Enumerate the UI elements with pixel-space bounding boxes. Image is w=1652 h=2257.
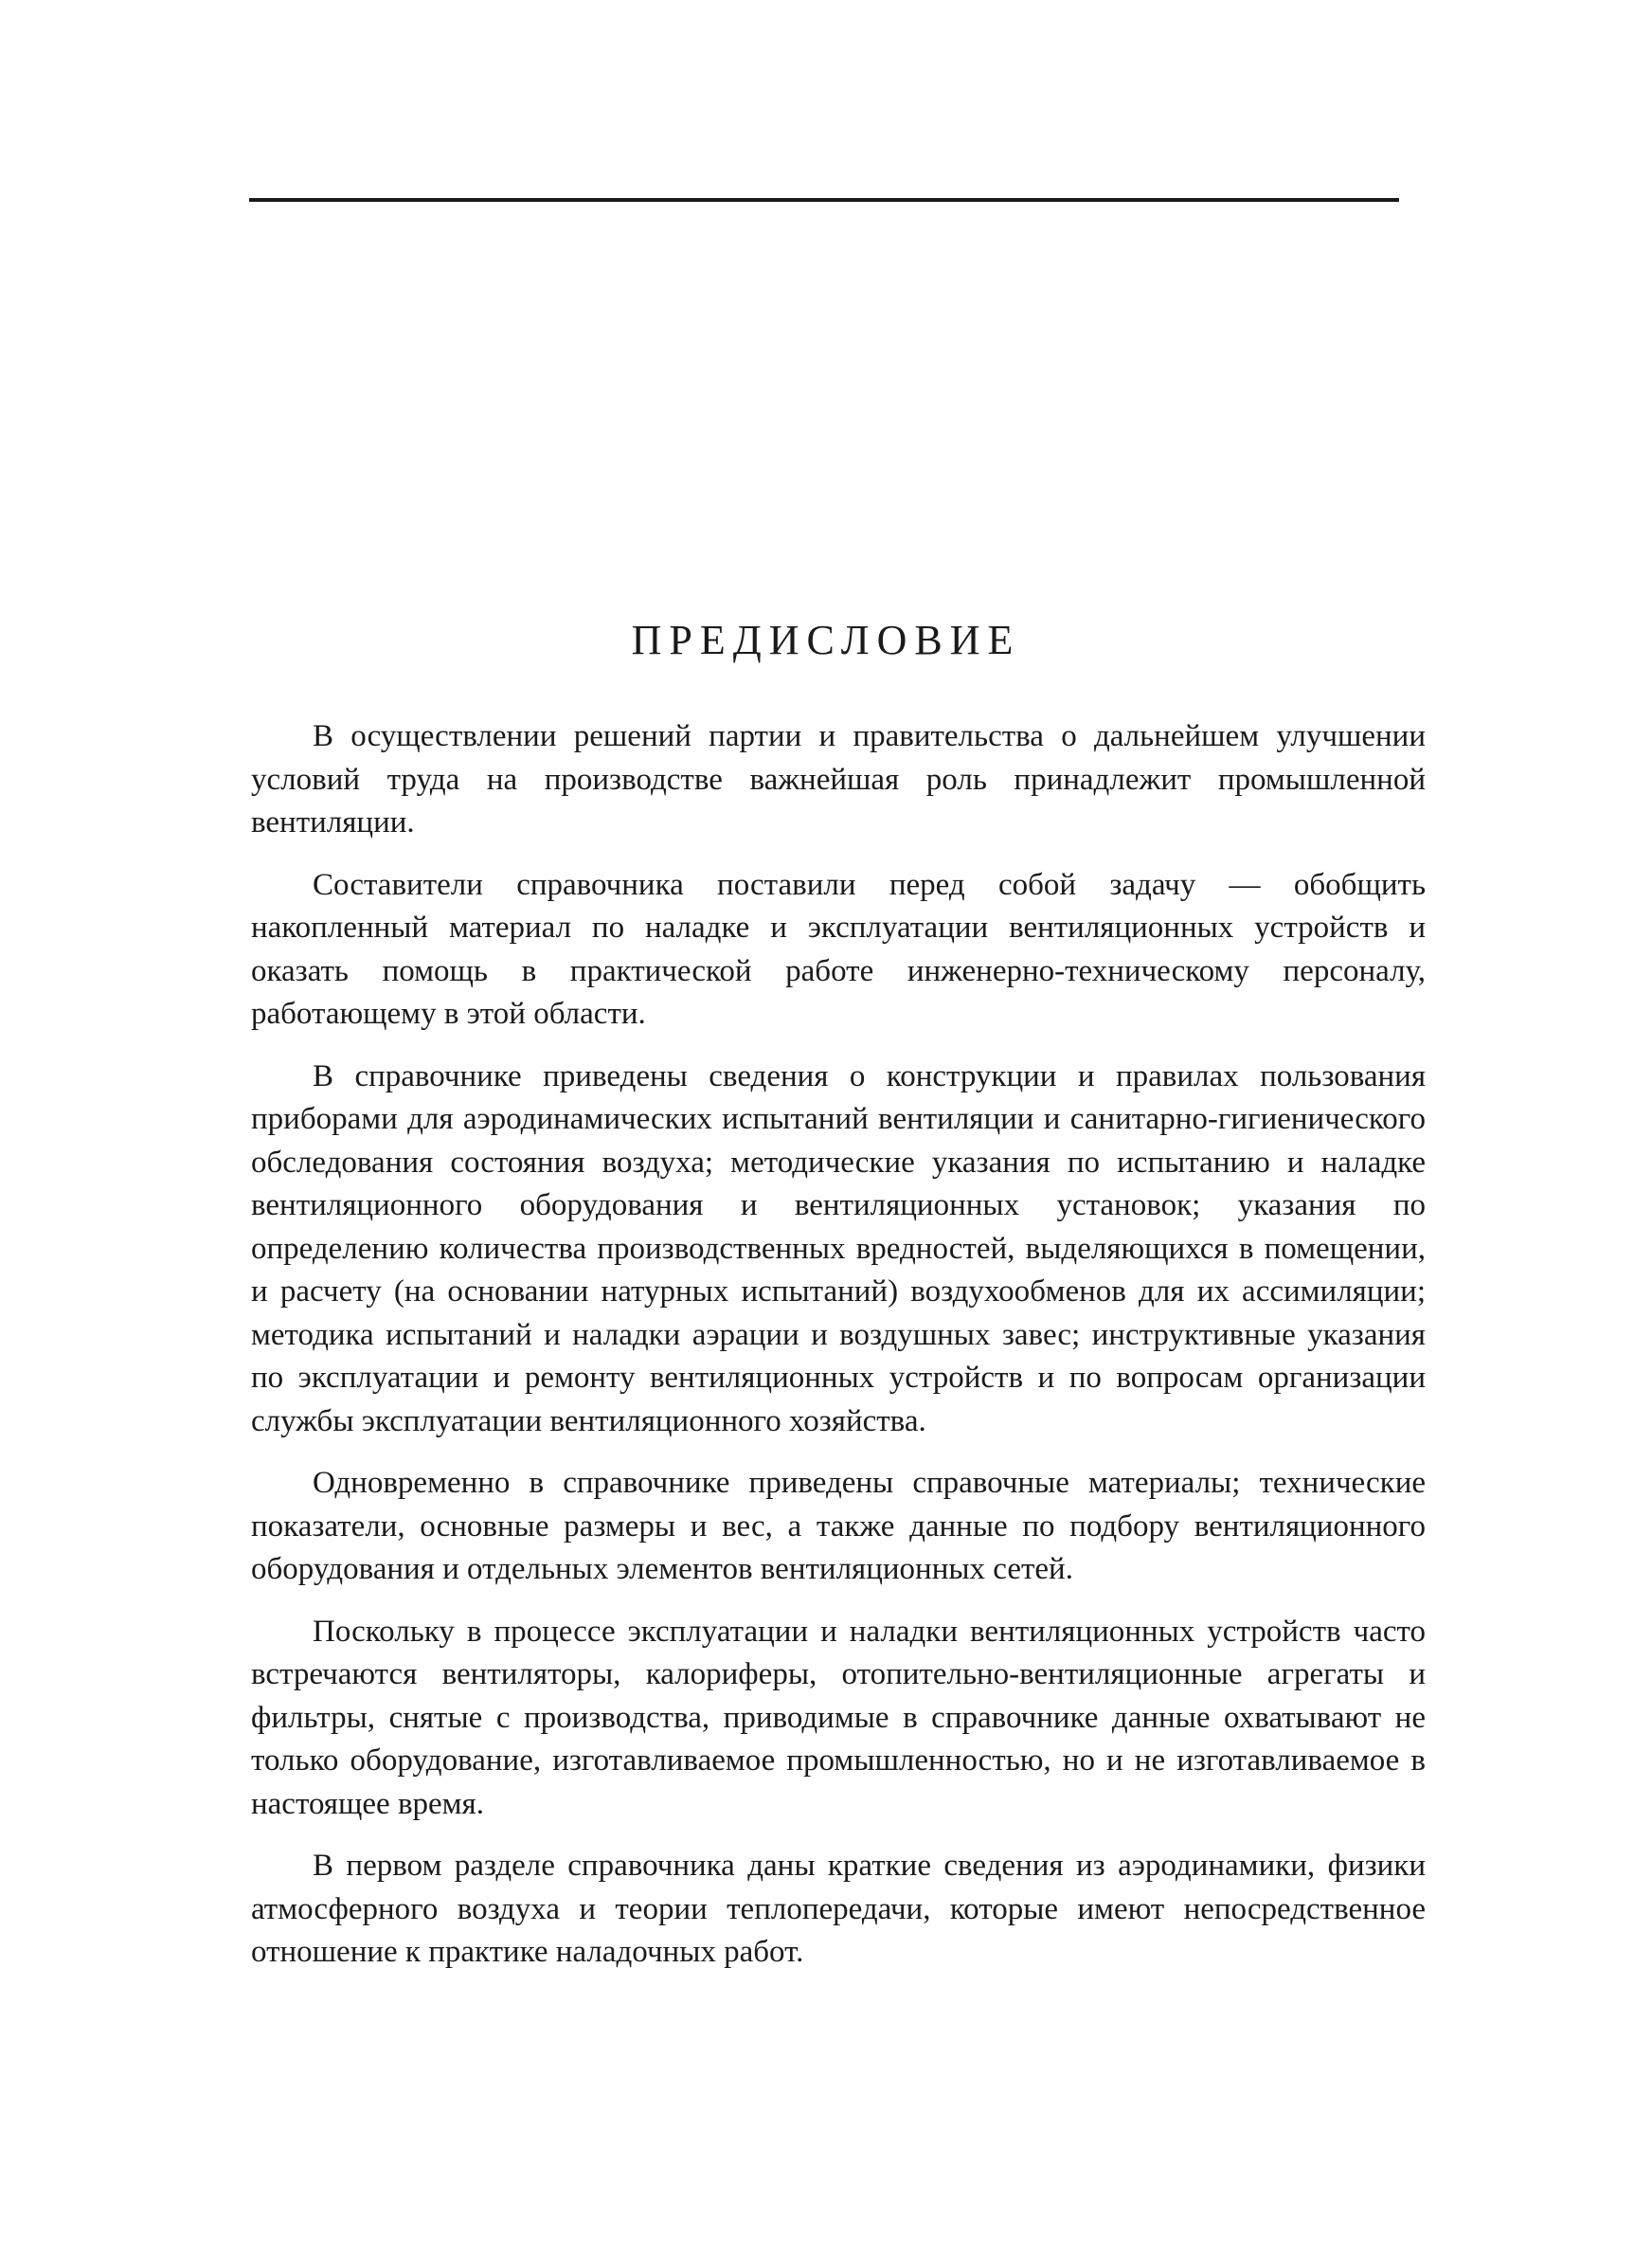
paragraph-3: В справочнике приведены сведения о конструкции и правилах пользования приборами для аэродинамических испытаний вентиляции и санитарно-гигиенического обследования состояния воздуха; методические указания по испытанию и наладке вентиляционного оборудования и вентиляционных установок; указания по определению количества производственных вредностей, выделяющихся в помещении, и расчету (на основании натурных испытаний) воздухообменов для их ассимиляции; методика испытаний и наладки аэрации и воздушных завес; инструктивные указания по эксплуатации и ремонту вентиляционных устройств и по вопросам организации службы эксплуатации вентиляционного хозяйства. xyxy=(251,1058,1426,1438)
top-divider xyxy=(249,198,1399,202)
paragraph-6: В первом разделе справочника даны краткие сведения из аэродинамики, физики атмосферного воздуха и теории теплопередачи, которые имеют непосредственное отношение к практике наладочных работ. xyxy=(251,1849,1426,1969)
preface-body xyxy=(251,715,1426,1994)
paragraph-5: Поскольку в процессе эксплуатации и наладки вентиляционных устройств часто встречаются вентиляторы, калориферы, отопительно-вентиляционные агрегаты и фильтры, снятые с производства, приводимые в справочнике данные охватывают не только оборудование, изготавливаемое промышленностью, но и не изготавливаемое в настоящее время. xyxy=(251,1614,1426,1821)
paragraph-2: Составители справочника поставили перед собой задачу — обобщить накопленный материал по наладке и эксплуатации вентиляционных устройств и оказать помощь в практической работе инженерно-техническому персоналу, работающему в этой области. xyxy=(251,867,1426,1031)
paragraph-4: Одновременно в справочнике приведены справочные материалы; технические показатели, основные размеры и вес, а также данные по подбору вентиляционного оборудования и отдельных элементов вентиляционных сетей. xyxy=(251,1466,1426,1586)
paragraph-1: В осуществлении решений партии и правительства о дальнейшем улучшении условий труда на производстве важнейшая роль принадлежит промышленной вентиляции. xyxy=(251,719,1426,840)
page-title: ПРЕДИСЛОВИЕ xyxy=(631,617,1021,663)
